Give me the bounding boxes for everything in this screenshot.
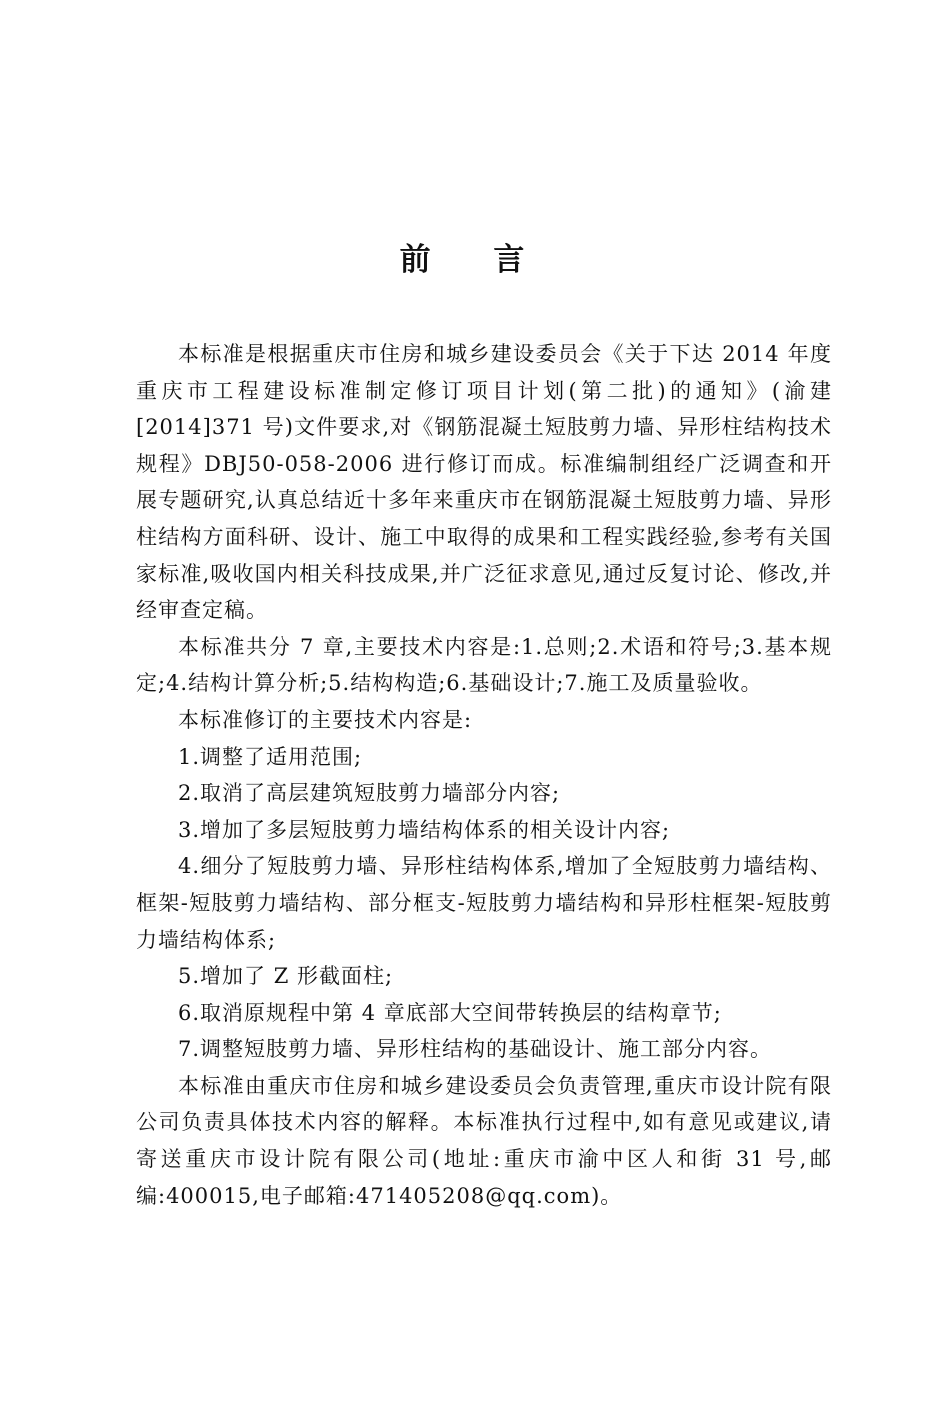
paragraph-revision-intro: 本标准修订的主要技术内容是: xyxy=(178,707,473,732)
list-item: 5.增加了 Z 形截面柱; xyxy=(178,964,394,989)
list-item: 4.细分了短肢剪力墙、异形柱结构体系,增加了全短肢剪力墙结构、框架-短肢剪力墙结构、部分框支-短肢剪力墙结构和异形柱框架-短肢剪力墙结构体系; xyxy=(136,854,832,952)
list-item: 1.调整了适用范围; xyxy=(178,744,363,769)
paragraph-management: 本标准由重庆市住房和城乡建设委员会负责管理,重庆市设计院有限公司负责具体技术内容的解释。本标准执行过程中,如有意见或建议,请寄送重庆市设计院有限公司(地址:重庆市渝中区人和街 31 号,邮编:400015,电子邮箱:471405208@qq.com)。 xyxy=(136,1073,832,1208)
list-item: 7.调整短肢剪力墙、异形柱结构的基础设计、施工部分内容。 xyxy=(178,1037,773,1062)
list-item: 6.取消原规程中第 4 章底部大空间带转换层的结构章节; xyxy=(178,1000,722,1025)
list-item: 2.取消了高层建筑短肢剪力墙部分内容; xyxy=(178,781,561,806)
paragraph-chapters: 本标准共分 7 章,主要技术内容是:1.总则;2.术语和符号;3.基本规定;4.结构计算分析;5.结构构造;6.基础设计;7.施工及质量验收。 xyxy=(136,634,832,696)
page-title: 前 言 xyxy=(399,242,551,278)
paragraph-background: 本标准是根据重庆市住房和城乡建设委员会《关于下达 2014 年度重庆市工程建设标准制定修订项目计划(第二批)的通知》(渝建[2014]371 号)文件要求,对《钢筋混凝土短肢剪力墙、异形柱结构技术规程》DBJ50-058-2006 进行修订而成。标准编制组经广泛调查和开展专题研究,认真总结近十多年来重庆市在钢筋混凝土短肢剪力墙、异形柱结构方面科研、设计、施工中取得的成果和工程实践经验,参考有关国家标准,吸收国内相关科技成果,并广泛征求意见,通过反复讨论、修改,并经审查定稿。 xyxy=(136,342,832,623)
document-body xyxy=(136,336,832,1214)
list-item: 3.增加了多层短肢剪力墙结构体系的相关设计内容; xyxy=(178,817,671,842)
